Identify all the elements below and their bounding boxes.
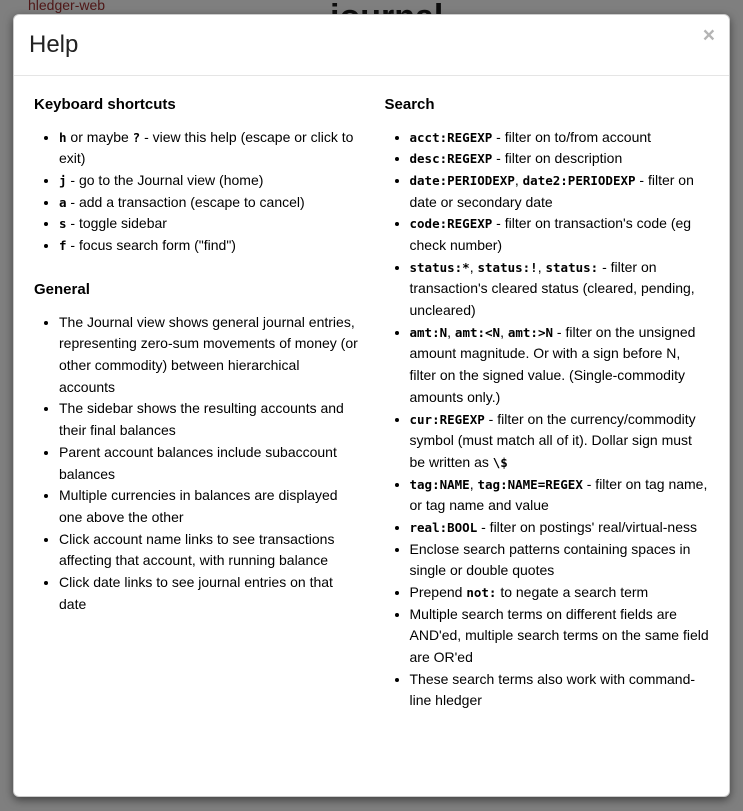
code-term: amt:N bbox=[409, 324, 448, 340]
text-segment: Multiple currencies in balances are displayed one above the other bbox=[59, 487, 338, 525]
close-icon[interactable]: × bbox=[702, 24, 715, 47]
text-segment: - filter on transaction's cleared status (cleared, pending, uncleared) bbox=[409, 258, 695, 319]
help-list-item bbox=[410, 517, 710, 539]
left-column bbox=[34, 92, 359, 719]
help-list-item bbox=[410, 582, 710, 604]
help-list-item bbox=[410, 409, 710, 474]
text-segment: - filter on postings' real/virtual-ness bbox=[477, 518, 697, 535]
code-term: desc:REGEXP bbox=[409, 151, 493, 167]
text-segment: Multiple search terms on different fields are AND'ed, multiple search terms on the same field are OR'ed bbox=[409, 605, 709, 666]
code-term: status: bbox=[545, 259, 599, 275]
code-term: amt:>N bbox=[507, 324, 554, 340]
modal-title: Help bbox=[29, 31, 79, 58]
text-segment: Prepend bbox=[409, 584, 467, 601]
text-segment: - filter on tag name, or tag name and value bbox=[409, 475, 708, 514]
code-term: status:* bbox=[409, 259, 470, 275]
section-heading: General bbox=[34, 280, 90, 298]
text-segment: - toggle sidebar bbox=[66, 215, 167, 232]
help-list-item bbox=[410, 322, 710, 409]
text-segment: - filter on to/from account bbox=[492, 128, 652, 145]
text-segment: Click account name links to see transactions affecting that account, with running balance bbox=[59, 530, 335, 569]
help-list-item bbox=[410, 669, 710, 712]
help-list-item bbox=[410, 474, 710, 517]
help-list-item bbox=[410, 604, 710, 669]
text-segment: , bbox=[537, 258, 546, 275]
text-segment: The sidebar shows the resulting accounts and their final balances bbox=[59, 400, 344, 439]
text-segment: or maybe bbox=[66, 128, 133, 145]
help-list bbox=[34, 127, 359, 257]
text-segment: - view this help (escape or click to exit) bbox=[59, 128, 354, 167]
text-segment: - focus search form ("find") bbox=[66, 237, 236, 254]
help-list bbox=[385, 127, 710, 713]
code-term: h bbox=[59, 129, 67, 145]
text-segment: Parent account balances include subaccount balances bbox=[59, 443, 337, 482]
help-list-item bbox=[410, 170, 710, 213]
right-column bbox=[385, 92, 710, 719]
text-segment: , bbox=[500, 323, 508, 340]
help-list-item bbox=[59, 572, 359, 615]
text-segment: , bbox=[469, 258, 478, 275]
code-term: tag:NAME bbox=[409, 476, 470, 492]
text-segment: , bbox=[447, 323, 455, 340]
help-modal bbox=[13, 14, 730, 797]
help-list-item bbox=[59, 192, 359, 214]
code-term: amt:<N bbox=[454, 324, 501, 340]
code-term: real:BOOL bbox=[409, 519, 478, 535]
code-term: j bbox=[59, 172, 67, 188]
code-term: cur:REGEXP bbox=[409, 411, 485, 427]
section-heading: Keyboard shortcuts bbox=[34, 95, 176, 113]
help-list-item bbox=[59, 398, 359, 441]
help-list-item bbox=[410, 539, 710, 582]
text-segment: - filter on description bbox=[492, 150, 623, 167]
help-list-item bbox=[59, 213, 359, 235]
help-list-item bbox=[410, 127, 710, 149]
text-segment: to negate a search term bbox=[496, 584, 649, 601]
text-segment: - filter on date or secondary date bbox=[409, 171, 694, 210]
code-term: a bbox=[59, 194, 67, 210]
code-term: date2:PERIODEXP bbox=[522, 172, 636, 188]
code-term: code:REGEXP bbox=[409, 216, 493, 232]
text-segment: - filter on transaction's code (eg check number) bbox=[409, 215, 692, 254]
text-segment: Click date links to see journal entries on that date bbox=[59, 573, 333, 612]
help-list-item bbox=[59, 170, 359, 192]
help-list-item bbox=[59, 127, 359, 170]
help-list bbox=[34, 312, 359, 616]
help-list-item bbox=[410, 257, 710, 322]
text-segment: - add a transaction (escape to cancel) bbox=[66, 193, 305, 210]
help-list-item bbox=[59, 442, 359, 485]
code-term: acct:REGEXP bbox=[409, 129, 493, 145]
modal-body bbox=[14, 76, 729, 759]
text-segment: - go to the Journal view (home) bbox=[66, 171, 264, 188]
help-list-item bbox=[59, 529, 359, 572]
text-segment: - filter on the unsigned amount magnitude. Or with a sign before N, filter on the signed value. (Single-commodity amounts only.) bbox=[409, 323, 696, 405]
code-term: date:PERIODEXP bbox=[409, 172, 515, 188]
section-heading: Search bbox=[384, 95, 435, 113]
text-segment: The Journal view shows general journal entries, representing zero-sum movements of money (or other commodity) between hierarchical accounts bbox=[59, 313, 358, 395]
text-segment: These search terms also work with command-line hledger bbox=[409, 670, 696, 709]
code-term: s bbox=[59, 216, 67, 232]
help-list-item bbox=[410, 213, 710, 256]
help-list-item bbox=[410, 148, 710, 170]
code-term: f bbox=[59, 238, 67, 254]
code-term: ? bbox=[132, 129, 141, 145]
text-segment: - filter on the currency/commodity symbol (must match all of it). Dollar sign must be written as bbox=[409, 410, 696, 470]
code-term: \$ bbox=[492, 454, 508, 470]
help-list-item bbox=[59, 485, 359, 528]
text-segment: Enclose search patterns containing spaces in single or double quotes bbox=[409, 540, 691, 579]
help-list-item bbox=[59, 312, 359, 399]
text-segment: , bbox=[514, 171, 523, 188]
code-term: tag:NAME=REGEX bbox=[477, 476, 583, 492]
code-term: not: bbox=[466, 585, 497, 601]
modal-header bbox=[14, 15, 729, 76]
help-list-item bbox=[59, 235, 359, 257]
code-term: status:! bbox=[477, 259, 538, 275]
text-segment: , bbox=[469, 475, 478, 492]
